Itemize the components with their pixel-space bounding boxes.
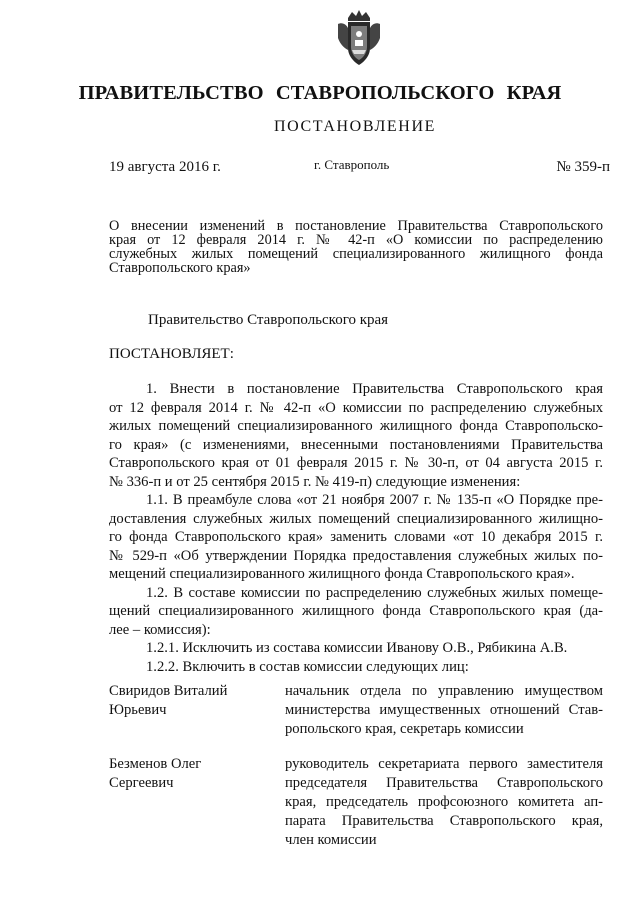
member-name: [109, 755, 279, 793]
body-line: 1. Внести в постановление Правительства Ставропольского края: [146, 381, 603, 397]
member-role-line: ропольского края, секретарь комиссии: [285, 721, 524, 737]
member-role: [285, 682, 603, 739]
subject-line: служебных жилых помещений специализированного жилищного фонда: [109, 246, 603, 262]
subject-line: Ставропольского края»: [109, 260, 251, 276]
document-subject: [109, 219, 603, 275]
body-line: 1.2.2. Включить в состав комиссии следующих лиц:: [146, 658, 469, 675]
government-title: ПРАВИТЕЛЬСТВО СТАВРОПОЛЬСКОГО КРАЯ: [78, 82, 562, 104]
member-name: [109, 682, 279, 720]
member-name-line: Юрьевич: [109, 702, 167, 718]
body-line: жилых помещений специализированного жилищного фонда Ставропольско-: [109, 418, 603, 434]
member-role: [285, 755, 603, 850]
member-name-line: Безменов Олег: [109, 756, 202, 772]
body-line: № 336-п и от 25 сентября 2015 г. № 419-п) следующие изменения:: [109, 473, 521, 490]
document-type: ПОСТАНОВЛЕНИЕ: [274, 118, 436, 135]
document-body: [109, 380, 603, 676]
member-role-line: председателя Правительства Ставропольского: [285, 775, 603, 791]
member-role-line: член комиссии: [285, 832, 377, 848]
intro-text: Правительство Ставропольского края: [148, 312, 389, 328]
body-line: лее – комиссия):: [109, 621, 211, 638]
member-role-line: начальник отдела по управлению имуществом: [285, 683, 603, 699]
body-line: щений специализированного жилищного фонда Ставропольского края (да-: [109, 603, 603, 619]
body-line: № 529-п «Об утверждении Порядка предоставления служебных жилых по-: [109, 547, 603, 564]
member-name-line: Свиридов Виталий: [109, 683, 228, 699]
body-line: 1.2. В составе комиссии по распределению служебных жилых помеще-: [146, 584, 603, 601]
body-line: от 12 февраля 2014 г. № 42-п «О комиссии по распределению служебных: [109, 399, 603, 416]
subject-line: края от 12 февраля 2014 г. № 42-п «О комиссии по распределению: [109, 232, 603, 248]
document-place: г. Ставрополь: [314, 157, 390, 172]
member-name-line: Сергеевич: [109, 775, 174, 791]
stavropol-coat-of-arms-icon: [336, 10, 382, 68]
body-line: го фонда Ставропольского края» заменить словами «от 10 декабря 2015 г.: [109, 529, 603, 545]
body-line: 1.1. В преамбуле слова «от 21 ноября 2007 г. № 135-п «О Порядке пре-: [146, 492, 603, 508]
subject-line: О внесении изменений в постановление Правительства Ставропольского: [109, 218, 603, 234]
body-line: доставления служебных жилых помещений специализированного жилищно-: [109, 510, 603, 527]
body-line: го края» (с изменениями, внесенными постановлениями Правительства: [109, 436, 603, 453]
body-line: Ставропольского края от 01 февраля 2015 г. № 30-п, от 04 августа 2015 г.: [109, 455, 603, 471]
document-date: 19 августа 2016 г.: [109, 159, 221, 175]
member-role-line: министерства имущественных отношений Став-: [285, 702, 603, 718]
body-line: 1.2.1. Исключить из состава комиссии Иванову О.В., Рябикина А.В.: [146, 640, 568, 656]
member-role-line: края, председатель профсоюзного комитета ап-: [285, 794, 603, 810]
member-role-line: руководитель секретариата первого заместителя: [285, 756, 603, 772]
decree-word: ПОСТАНОВЛЯЕТ:: [109, 346, 234, 362]
body-line: мещений специализированного жилищного фонда Ставропольского края».: [109, 566, 575, 582]
member-role-line: парата Правительства Ставропольского края,: [285, 813, 603, 829]
document-number: № 359-п: [556, 159, 610, 175]
